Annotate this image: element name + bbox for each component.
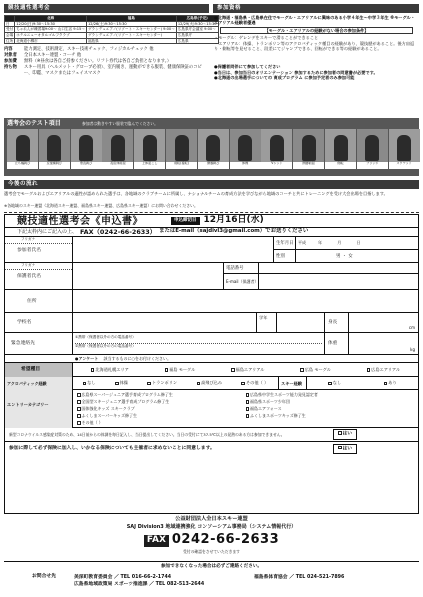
email-field-label: E-mail（保護者） bbox=[224, 274, 259, 290]
athlete-figure bbox=[206, 135, 220, 161]
table-cell: 日 bbox=[5, 21, 15, 27]
sender-sub: 受付の確認をさせていただきます bbox=[183, 549, 240, 555]
option-label: 福島エアフォース bbox=[250, 406, 282, 411]
test-items-subtitle: 参加者は動きやすい服装で臨んでください。 bbox=[82, 121, 158, 126]
test-items-banner bbox=[4, 118, 419, 176]
test-item-caption: 反復横跳び bbox=[39, 162, 70, 169]
entry-option[interactable] bbox=[77, 405, 246, 412]
checkbox-icon[interactable] bbox=[231, 368, 235, 372]
grade-label: 学年 bbox=[257, 313, 277, 333]
footer-note: 参加できなくなった場合は必ずご連絡ください。 bbox=[160, 564, 263, 569]
test-item-photo bbox=[102, 129, 133, 169]
eligibility-line: ●北海道・福島県・広島県在住でモーグル・エアリアルに興味のある小学４年生〜中学３年生 ※モーグル・エアリアル経験者優遇 bbox=[214, 15, 415, 26]
cut-line bbox=[4, 212, 419, 213]
sex-label: 性別 bbox=[274, 250, 296, 263]
footer bbox=[4, 561, 419, 593]
entry-option[interactable] bbox=[246, 391, 415, 398]
athlete-figure bbox=[238, 135, 252, 161]
option-label: 全国型スキージュニア選手育成プログラム修了生 bbox=[81, 399, 170, 404]
event-option[interactable] bbox=[91, 367, 129, 372]
test-item-caption: ブリッジ bbox=[357, 162, 388, 169]
table-cell: 12/20(日)9:30～15:30 bbox=[15, 21, 87, 27]
ski-label: スキー経験 bbox=[279, 377, 307, 390]
athlete-figure bbox=[143, 135, 157, 161]
detail-label: 参加費 bbox=[4, 59, 17, 64]
sex-select[interactable]: 男 ・ 女 bbox=[336, 253, 353, 259]
height-label: 身長 bbox=[325, 313, 349, 333]
test-item-caption: 長座体前屈 bbox=[102, 162, 133, 169]
flow-text: 選考会でモーグルおよびエアリアルの適性が認められた選手は、各地域のクラブチームに所属し、ナショナルチームの育成方法を学びながら地域のコーチと共にトレーニングを受け大会出場を目指します。 bbox=[4, 191, 388, 196]
survey-note: 該当するものに○をお付けください。 bbox=[103, 356, 172, 361]
guardian-input[interactable] bbox=[73, 263, 224, 289]
acro-option[interactable] bbox=[83, 380, 96, 385]
table-cell: 12/29(火)9:30～15:30 bbox=[177, 21, 217, 26]
option-label: 体操 bbox=[119, 380, 128, 386]
athlete-figure bbox=[16, 135, 30, 161]
table-header: 北海 bbox=[15, 16, 87, 22]
table-cell: 広島県庁 bbox=[176, 33, 218, 39]
phone-label: 電話番号 bbox=[224, 263, 259, 274]
table-cell: 受付 bbox=[6, 27, 14, 32]
checkbox-icon[interactable] bbox=[246, 414, 250, 418]
acro-option[interactable] bbox=[115, 380, 128, 385]
option-label: トランポリン bbox=[151, 380, 178, 386]
event-option[interactable] bbox=[165, 367, 196, 372]
deadline-date: 12月16日(水) bbox=[203, 215, 264, 226]
test-item-photo bbox=[166, 129, 197, 169]
furigana-label: フリガナ bbox=[5, 263, 72, 270]
email-label: またはE-mail（sajdivl3@gmail.com）でお送りください bbox=[159, 228, 309, 235]
checkbox-icon[interactable] bbox=[367, 368, 371, 372]
birth-label: 生年月日 bbox=[274, 237, 296, 250]
option-label: 福島 モーグル bbox=[169, 366, 196, 372]
detail-label: 内容 bbox=[4, 47, 13, 52]
option-label: 高飛び込み bbox=[201, 380, 223, 386]
test-item-caption: 側転 bbox=[325, 162, 356, 169]
option-label: ふくしまスーパーキッズ修了生 bbox=[81, 413, 138, 418]
athlete-figure bbox=[79, 135, 93, 161]
test-item-photo bbox=[134, 129, 165, 169]
test-item-photo bbox=[325, 129, 356, 169]
birth-era: 平成 bbox=[298, 240, 306, 246]
emergency-option-1[interactable]: ①携帯（保護者以外の方の電話番号） bbox=[75, 335, 322, 344]
event-option[interactable] bbox=[231, 367, 264, 372]
eligibility-note: ●北海道の出場選手についての 育成プログラム に参加予定者のみ参加可能 bbox=[214, 75, 355, 81]
contact-label: お問合せ先 bbox=[32, 573, 56, 579]
table-cell: 12/26(土)9:30～15:30 bbox=[86, 21, 176, 27]
event-label: 希望種目 bbox=[5, 363, 73, 377]
option-label: その他（ ） bbox=[245, 380, 269, 386]
entry-option[interactable] bbox=[77, 419, 246, 426]
entry-label: エントリーカテゴリー bbox=[5, 390, 73, 428]
test-item-caption: Vシット bbox=[261, 162, 292, 169]
test-item-photo bbox=[198, 129, 229, 169]
guardian-label: 保護者氏名 bbox=[17, 274, 41, 279]
table-cell: 福島県 bbox=[86, 38, 176, 44]
athlete-figure bbox=[111, 135, 125, 161]
option-label: 広島エアリアル bbox=[371, 366, 401, 372]
fax-badge: FAX bbox=[144, 535, 169, 547]
eligibility-line: ・エアリアル：体操、トランポリン等のアクロバティック種目の経験があり、競技歴があること。後方宙返り・側転等を見せること、段差にてジャンプできる、回転ができる等の経験があること。 bbox=[214, 40, 415, 52]
entry-option[interactable] bbox=[246, 412, 415, 419]
form-title: 競技適性選考会《申込書》 bbox=[17, 215, 143, 227]
test-item-caption: 立ち幅跳び bbox=[7, 162, 38, 169]
table-cell: 広島県庁会議室 9:00～ bbox=[176, 27, 218, 33]
consent-insurance: 参加に際して必ず保険に加入し、いかなる保険についても主催者に求めないことに同意します。 bbox=[9, 446, 215, 451]
weight-unit: kg bbox=[410, 347, 415, 353]
checkbox-icon[interactable] bbox=[115, 382, 119, 386]
detail-text: 能力測定、技術測定、スキー技術チェック、フィジカルチェック 他 bbox=[24, 47, 154, 52]
eligibility-line: 【モーグル・エアリアルの経験がない場合の参加条件】 bbox=[220, 27, 413, 34]
deadline-label: 申込締切日 bbox=[171, 217, 200, 225]
emergency-option-2[interactable]: ②携帯（保護者以外の方の電話番号） bbox=[75, 343, 136, 348]
test-item-photo bbox=[39, 129, 70, 169]
name-label: 参加者氏名 bbox=[17, 248, 41, 253]
checkbox-icon[interactable] bbox=[77, 421, 81, 425]
table-cell: 北海道小樽市 bbox=[15, 38, 87, 44]
section-flow-title: 今後の流れ bbox=[4, 180, 419, 189]
athlete-figure bbox=[365, 135, 379, 161]
test-item-caption: 体操 bbox=[230, 162, 261, 169]
detail-text: スキー用具（ヘルメット・グローブ必須）、室内履き、運動ができる服装、健康保険証のコピー、印鑑、マスクまたはフェイスマスク bbox=[24, 65, 202, 76]
section-eligibility-title: 参加資格 bbox=[213, 4, 419, 13]
checkbox-icon[interactable] bbox=[77, 400, 81, 404]
contact-line: 広島県地域政策局 スポーツ推進課 ／ TEL 082-513-2644 bbox=[74, 581, 205, 587]
option-label: なし bbox=[332, 380, 342, 386]
test-item-photo bbox=[261, 129, 292, 169]
entry-option[interactable] bbox=[77, 398, 246, 405]
school-input[interactable] bbox=[73, 313, 257, 333]
emergency-label: 緊急連絡先 bbox=[5, 333, 73, 355]
address-label: 住所 bbox=[5, 290, 73, 313]
checkbox-icon[interactable] bbox=[197, 382, 201, 386]
athlete-figure bbox=[270, 135, 284, 161]
furigana-label: フリガナ bbox=[5, 237, 72, 244]
eligibility-line: ・モーグル：ゲレンデをスキーで滑ることができること bbox=[214, 35, 319, 41]
birth-input[interactable]: 年 月 日 bbox=[318, 240, 361, 246]
acro-option[interactable] bbox=[241, 380, 268, 385]
test-item-photo bbox=[293, 129, 324, 169]
table-cell: 広島県 bbox=[176, 38, 218, 44]
athlete-figure bbox=[302, 135, 316, 161]
height-unit: cm bbox=[408, 325, 415, 331]
event-option[interactable] bbox=[300, 367, 331, 372]
contact-line: 美深町教育委員会 ／ TEL 016-66-2-1744 bbox=[74, 574, 172, 580]
option-label: 国体強化キッズ スキークラブ bbox=[81, 406, 135, 411]
fax-number: 0242-66-2633 bbox=[171, 532, 280, 548]
school-label: 学校名 bbox=[5, 313, 73, 333]
entry-option[interactable] bbox=[246, 398, 415, 405]
option-label: 広島県中学生スポーツ能力発見認定者 bbox=[250, 392, 318, 397]
table-cell: ホテルニューオタルゴルフクラブ bbox=[15, 33, 87, 39]
athlete-figure bbox=[175, 135, 189, 161]
detail-label: 対象者 bbox=[4, 53, 17, 58]
checkbox-icon[interactable] bbox=[384, 382, 388, 386]
test-item-caption: 開脚跳び bbox=[198, 162, 229, 169]
eligibility-note: ●当日は、参加当日のオリエンテーション 参加するために参加者の同意書が必要です。 bbox=[214, 69, 378, 75]
application-form bbox=[4, 214, 419, 514]
test-item-caption: 前転(後転) bbox=[166, 162, 197, 169]
weight-input[interactable] bbox=[349, 333, 418, 355]
test-item-caption: 開脚前屈 bbox=[293, 162, 324, 169]
athlete-figure bbox=[334, 135, 348, 161]
entry-option[interactable] bbox=[77, 412, 246, 419]
table-header: 広島県(予定) bbox=[176, 16, 218, 22]
flow-note: ※各地域のスキー連盟（北海道スキー連盟、福島県スキー連盟、広島県スキー連盟）にお問い合わせください。 bbox=[4, 203, 198, 208]
form-instruction: 下記太枠内にご記入の上、 bbox=[17, 228, 78, 235]
test-items-title: 選考会のテスト項目 bbox=[7, 120, 61, 127]
address-input[interactable] bbox=[73, 290, 418, 313]
checkbox-icon[interactable] bbox=[241, 382, 245, 386]
test-item-photo bbox=[71, 129, 102, 169]
checkbox-icon[interactable] bbox=[83, 382, 87, 386]
checkbox-icon[interactable] bbox=[147, 382, 151, 386]
test-item-photo bbox=[357, 129, 388, 169]
eligibility-text bbox=[214, 15, 419, 51]
acro-label: アクロバティック経験 bbox=[5, 377, 73, 390]
detail-text: 全日本スキー連盟・コーチ 他 bbox=[24, 53, 82, 58]
ski-option[interactable] bbox=[384, 380, 397, 385]
option-label: 広島県スーパージュニア選手育成プログラム修了生 bbox=[81, 392, 173, 397]
consent-covid-check[interactable]: はい bbox=[333, 429, 357, 439]
entry-option[interactable] bbox=[246, 405, 415, 412]
consent-insurance-check[interactable]: はい bbox=[333, 444, 357, 454]
grade-input[interactable] bbox=[277, 313, 325, 333]
checkbox-icon[interactable] bbox=[246, 407, 250, 411]
sender-org: 公益財団法人全日本スキー連盟 bbox=[175, 516, 248, 522]
option-label: 福島県スポーツ少年団 bbox=[250, 399, 290, 404]
section-competition-title: 競技適性選考会 bbox=[4, 4, 209, 13]
checkbox-icon[interactable] bbox=[246, 400, 250, 404]
detail-label: 持ち物 bbox=[4, 65, 17, 70]
ski-option[interactable] bbox=[328, 380, 341, 385]
table-cell: グランデュエアノ(リゾート・スキーセンター) 9:00～ bbox=[87, 27, 175, 32]
option-label: その他（ ） bbox=[81, 420, 103, 425]
checkbox-icon[interactable] bbox=[77, 393, 81, 397]
checkbox-icon[interactable] bbox=[328, 382, 332, 386]
checkbox-icon[interactable] bbox=[300, 368, 304, 372]
survey-label: ●アンケート bbox=[75, 356, 99, 361]
option-label: 広島 モーグル bbox=[304, 366, 331, 372]
eligibility-box bbox=[214, 64, 419, 81]
option-label: ふくしまスポーツキッズ修了生 bbox=[250, 413, 306, 418]
table-cell: 会場 bbox=[6, 33, 14, 38]
test-item-caption: 垂直跳び bbox=[71, 162, 102, 169]
height-input[interactable] bbox=[349, 313, 418, 333]
option-label: 福島エアリアル bbox=[235, 366, 265, 372]
consent-covid: 新型コロナウイルス感染症対策のため、14日前からの体調を毎日記入し、当日提出してください。当日の受付にて37.5℃以上の発熱のある方は参加できません。 bbox=[9, 432, 285, 437]
sender-block bbox=[4, 516, 419, 555]
test-item-caption: 上体起こし bbox=[134, 162, 165, 169]
acro-option[interactable] bbox=[197, 380, 222, 385]
athlete-figure bbox=[397, 135, 411, 161]
table-cell: グランデュエアノ(リゾート・スキーセンター) bbox=[86, 33, 176, 39]
competition-details bbox=[4, 47, 209, 77]
checkbox-icon[interactable] bbox=[165, 368, 169, 372]
acro-option[interactable] bbox=[147, 380, 177, 385]
athlete-figure bbox=[47, 135, 61, 161]
event-option[interactable] bbox=[367, 367, 400, 372]
weight-label: 体重 bbox=[325, 333, 349, 355]
test-item-caption: スクワット bbox=[389, 162, 420, 169]
option-label: あり bbox=[388, 380, 397, 386]
detail-text: 無料（※昼食は各自ご持参ください。リフト券代は各自ご負担となります。） bbox=[24, 59, 172, 64]
checkbox-icon[interactable] bbox=[91, 368, 95, 372]
test-item-photo bbox=[230, 129, 261, 169]
checkbox-icon[interactable] bbox=[246, 393, 250, 397]
entry-option[interactable] bbox=[77, 391, 246, 398]
option-label: 北海道札幌エリア bbox=[95, 366, 129, 372]
schedule-table bbox=[4, 15, 217, 44]
test-item-photo bbox=[389, 129, 420, 169]
checkbox-icon[interactable] bbox=[77, 414, 81, 418]
checkbox-icon[interactable] bbox=[77, 407, 81, 411]
name-input[interactable] bbox=[73, 237, 274, 262]
contact-line: 福島県体育協会 ／ TEL 024-521-7896 bbox=[254, 574, 345, 580]
fax-label: FAX（0242-66-2633） bbox=[80, 227, 157, 236]
option-label: なし bbox=[87, 380, 96, 386]
test-item-photo bbox=[7, 129, 38, 169]
table-cell: 住所 bbox=[6, 38, 14, 43]
eligibility-note: ●保護者同伴にて参加してください bbox=[214, 64, 281, 69]
sender-dept: SAJ Division3 地域連携強化 コンソーシアム事務局（システム情報代行） bbox=[126, 523, 297, 530]
table-header: 福島 bbox=[86, 16, 176, 22]
table-cell: ちゃれんが練習場9:00～ 山口生活 9:15～ bbox=[16, 27, 85, 32]
